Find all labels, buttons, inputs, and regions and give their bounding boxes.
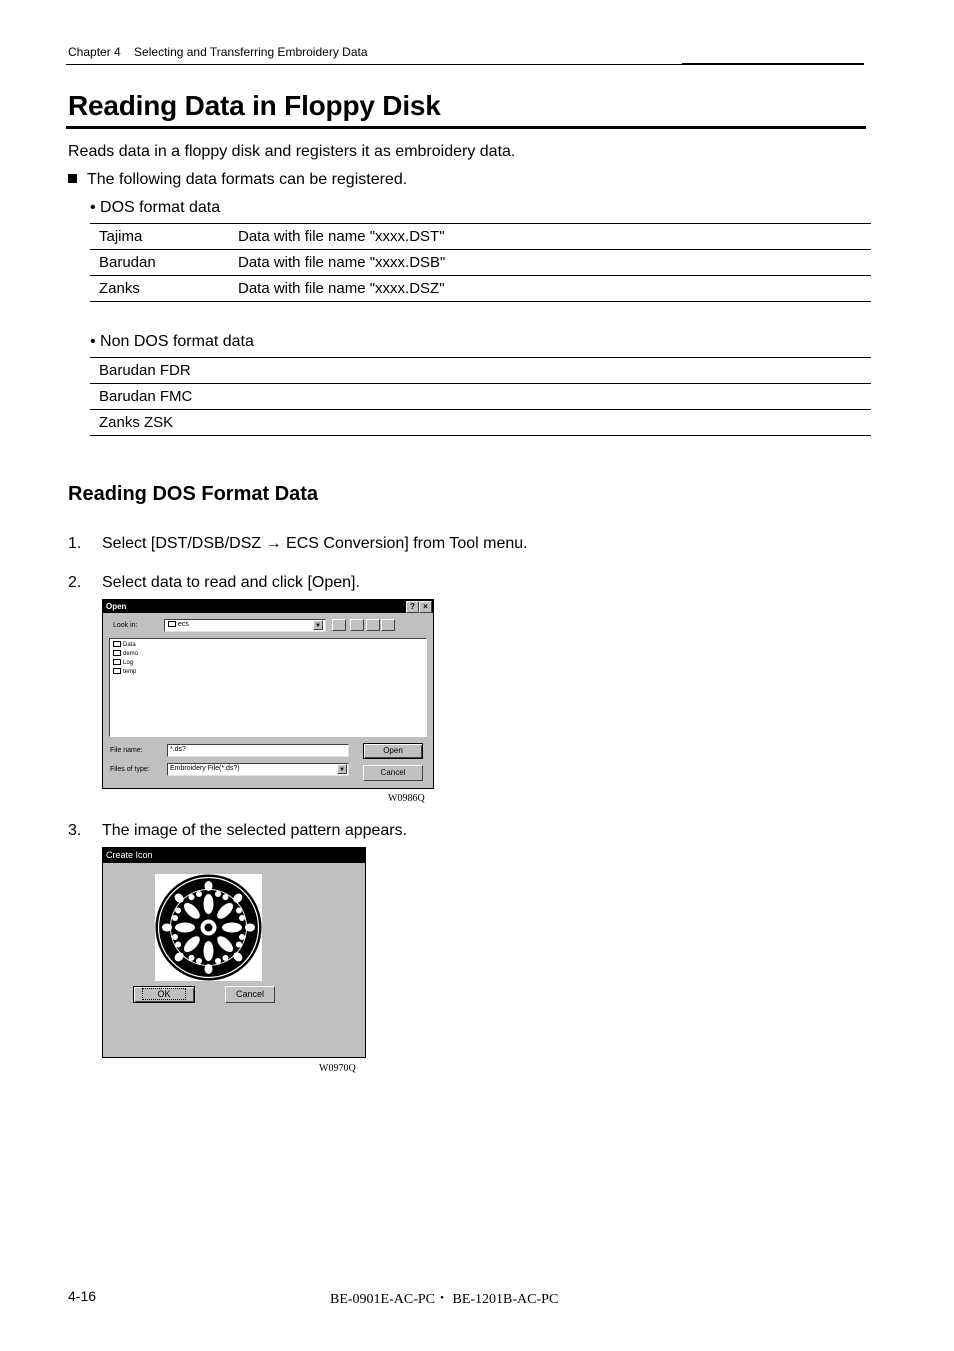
chapter-title: Selecting and Transferring Embroidery Data (134, 45, 368, 59)
intro-text: Reads data in a floppy disk and registers it as embroidery data. (68, 143, 516, 160)
table-row (90, 358, 871, 384)
pattern-preview (155, 874, 262, 981)
create-icon-dialog (102, 847, 366, 1058)
square-bullet-icon (68, 174, 77, 183)
help-button[interactable]: ? (406, 601, 419, 613)
format-name: Barudan FDR (90, 358, 871, 384)
ok-button-label: OK (142, 988, 185, 1000)
chevron-down-icon[interactable]: ▼ (313, 620, 323, 630)
file-name-input[interactable]: *.ds? (167, 744, 349, 757)
step-text: Select [DST/DSB/DSZ → ECS Conversion] from Tool menu. (102, 535, 528, 552)
cancel-button[interactable] (225, 986, 275, 1003)
dialog-title-bar (103, 600, 433, 613)
step-text: Select data to read and click [Open]. (102, 574, 360, 591)
open-button-label: Open (383, 746, 403, 755)
folder-icon (113, 659, 121, 665)
dialog-title-bar (103, 848, 365, 863)
dialog-title: Create Icon (106, 850, 153, 860)
folder-icon (113, 650, 121, 656)
chevron-down-icon[interactable]: ▼ (337, 764, 347, 774)
cancel-button-label: Cancel (380, 768, 406, 777)
folder-icon (113, 641, 121, 647)
cancel-button-label: Cancel (235, 989, 264, 999)
up-folder-icon[interactable] (332, 619, 346, 631)
page-number: 4-16 (68, 1288, 97, 1304)
table-row (90, 250, 871, 276)
format-name: Zanks (90, 276, 238, 302)
header-rule-accent (682, 63, 864, 65)
format-name: Barudan (90, 250, 238, 276)
cancel-button[interactable] (363, 765, 423, 781)
dos-format-label: • DOS format data (90, 199, 221, 216)
file-type-label: Files of type: (110, 766, 150, 773)
dos-format-table (90, 223, 871, 302)
chapter-number: Chapter 4 (68, 45, 121, 59)
file-list[interactable] (109, 638, 427, 737)
nondos-format-label: • Non DOS format data (90, 333, 254, 350)
list-item[interactable] (113, 668, 136, 676)
dialog-title: Open (106, 602, 127, 611)
model-number: BE-0901E-AC-PC・ BE-1201B-AC-PC (330, 1292, 559, 1307)
running-header (68, 45, 368, 59)
file-name-label: File name: (110, 747, 143, 754)
format-name: Barudan FMC (90, 384, 871, 410)
format-desc: Data with file name "xxxx.DSB" (238, 250, 871, 276)
figure-caption: W0970Q (319, 1063, 356, 1074)
figure-caption: W0986Q (388, 793, 425, 804)
format-name: Tajima (90, 224, 238, 250)
folder-name: Data (123, 642, 136, 648)
table-row (90, 384, 871, 410)
format-name: Zanks ZSK (90, 410, 871, 436)
folder-name: temp (123, 669, 137, 675)
embroidery-pattern-icon (155, 874, 262, 981)
title-rule (66, 126, 866, 129)
list-view-icon[interactable] (366, 619, 380, 631)
format-desc: Data with file name "xxxx.DST" (238, 224, 871, 250)
format-desc: Data with file name "xxxx.DSZ" (238, 276, 871, 302)
new-folder-icon[interactable] (350, 619, 364, 631)
step-text: The image of the selected pattern appears. (102, 822, 408, 839)
look-in-label: Look in: (113, 622, 138, 629)
table-row (90, 224, 871, 250)
file-type-select[interactable]: Embroidery File(*.ds?) (167, 763, 349, 776)
folder-icon (168, 621, 176, 627)
folder-icon (113, 668, 121, 674)
folder-name: Log (123, 660, 134, 666)
nondos-format-table (90, 357, 871, 436)
section-heading: Reading DOS Format Data (68, 483, 319, 505)
open-button[interactable] (363, 743, 423, 759)
table-row (90, 410, 871, 436)
step-number: 3. (68, 822, 82, 839)
close-button[interactable]: × (419, 601, 432, 613)
open-dialog (102, 599, 434, 789)
list-item[interactable] (113, 641, 136, 649)
details-view-icon[interactable] (381, 619, 395, 631)
look-in-select[interactable] (164, 619, 326, 632)
list-item[interactable] (113, 650, 138, 658)
folder-name: demo (123, 651, 139, 657)
page-title: Reading Data in Floppy Disk (68, 90, 441, 121)
step-number: 1. (68, 535, 82, 552)
ok-button[interactable] (133, 986, 195, 1003)
step-number: 2. (68, 574, 82, 591)
formats-note (68, 171, 407, 189)
formats-note-text: The following data formats can be registered. (87, 171, 408, 188)
table-row (90, 276, 871, 302)
list-item[interactable] (113, 659, 133, 667)
look-in-value: ecs (178, 621, 189, 628)
